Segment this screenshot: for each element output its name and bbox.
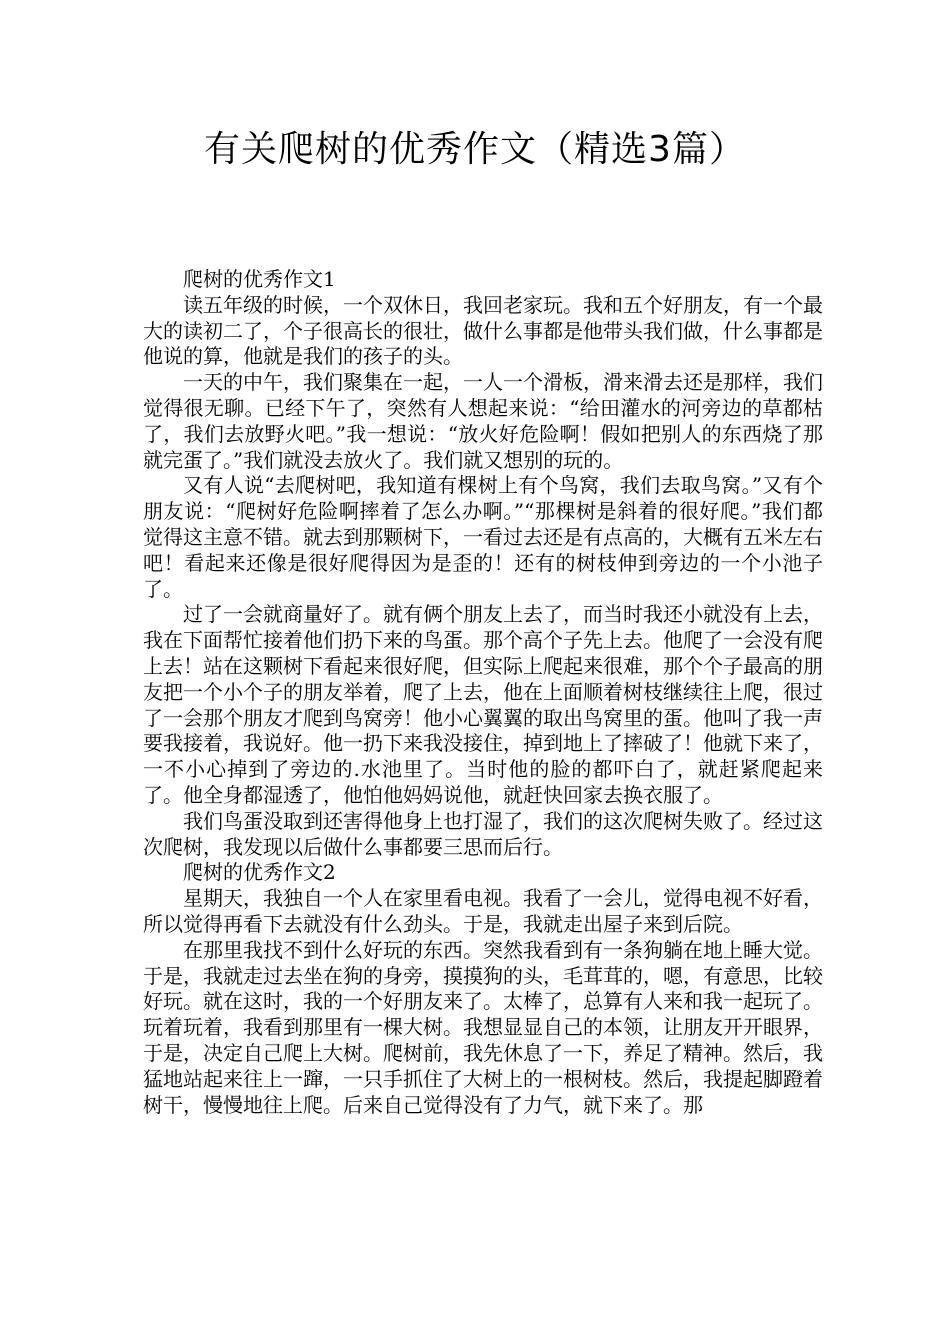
- paragraph: 在那里我找不到什么好玩的东西。突然我看到有一条狗躺在地上睡大觉。于是，我就走过去坐在狗的身旁，摸摸狗的头，毛茸茸的，嗯，有意思，比较好玩。就在这时，我的一个好朋友来了。太棒了，总算有人来和我一起玩了。玩着玩着，我看到那里有一棵大树。我想显显自己的本领，让朋友开开眼界，于是，决定自己爬上大树。爬树前，我先休息了一下，养足了精神。然后，我猛地站起来往上一蹿，一只手抓住了大树上的一根树枝。然后，我提起脚蹬着树干，慢慢地往上爬。后来自己觉得没有了力气，就下来了。那: [143, 937, 823, 1117]
- section-heading: 爬树的优秀作文2: [183, 860, 336, 885]
- paragraph: 又有人说“去爬树吧，我知道有棵树上有个鸟窝，我们去取鸟窝。”又有个朋友说：“爬树好危险啊摔着了怎么办啊。”“那棵树是斜着的很好爬。”我们都觉得这主意不错。就去到那颗树下，一看过去还是有点高的，大概有五米左右吧！看起来还像是很好爬得因为是歪的！还有的树枝伸到旁边的一个小池子了。: [143, 473, 823, 601]
- paragraph: 星期天，我独自一个人在家里看电视。我看了一会儿，觉得电视不好看，所以觉得再看下去就没有什么劲头。于是，我就走出屋子来到后院。: [143, 886, 823, 936]
- paragraph: 一天的中午，我们聚集在一起，一人一个滑板，滑来滑去还是那样，我们觉得很无聊。已经下午了，突然有人想起来说：“给田灌水的河旁边的草都枯了，我们去放野火吧。”我一想说：“放火好危险啊！假如把别人的东西烧了那就完蛋了。”我们就没去放火了。我们就又想别的玩的。: [143, 370, 823, 472]
- paragraph: 读五年级的时候，一个双休日，我回老家玩。我和五个好朋友，有一个最大的读初二了，个子很高长的很壮，做什么事都是他带头我们做，什么事都是他说的算，他就是我们的孩子的头。: [143, 292, 823, 369]
- paragraph: 我们鸟蛋没取到还害得他身上也打湿了，我们的这次爬树失败了。经过这次爬树，我发现以后做什么事都要三思而后行。: [143, 808, 823, 859]
- section-heading: 爬树的优秀作文1: [183, 267, 336, 291]
- paragraph: 过了一会就商量好了。就有俩个朋友上去了，而当时我还小就没有上去，我在下面帮忙接着他们扔下来的鸟蛋。那个高个子先上去。他爬了一会没有爬上去！站在这颗树下看起来很好爬，但实际上爬起来很难，那个个子最高的朋友把一个小个子的朋友举着，爬了上去，他在上面顺着树枝继续往上爬，很过了一会那个朋友才爬到鸟窝旁！他小心翼翼的取出鸟窝里的蛋。他叫了我一声要我接着，我说好。他一扔下来我没接住，掉到地上了摔破了！他就下来了，一不小心掉到了旁边的.水池里了。当时他的脸的都吓白了，就赶紧爬起来了。他全身都湿透了，他怕他妈妈说他，就赶快回家去换衣服了。: [143, 602, 823, 807]
- document-body: [143, 267, 823, 1118]
- document-title: 有关爬树的优秀作文（精选3篇）: [204, 129, 746, 170]
